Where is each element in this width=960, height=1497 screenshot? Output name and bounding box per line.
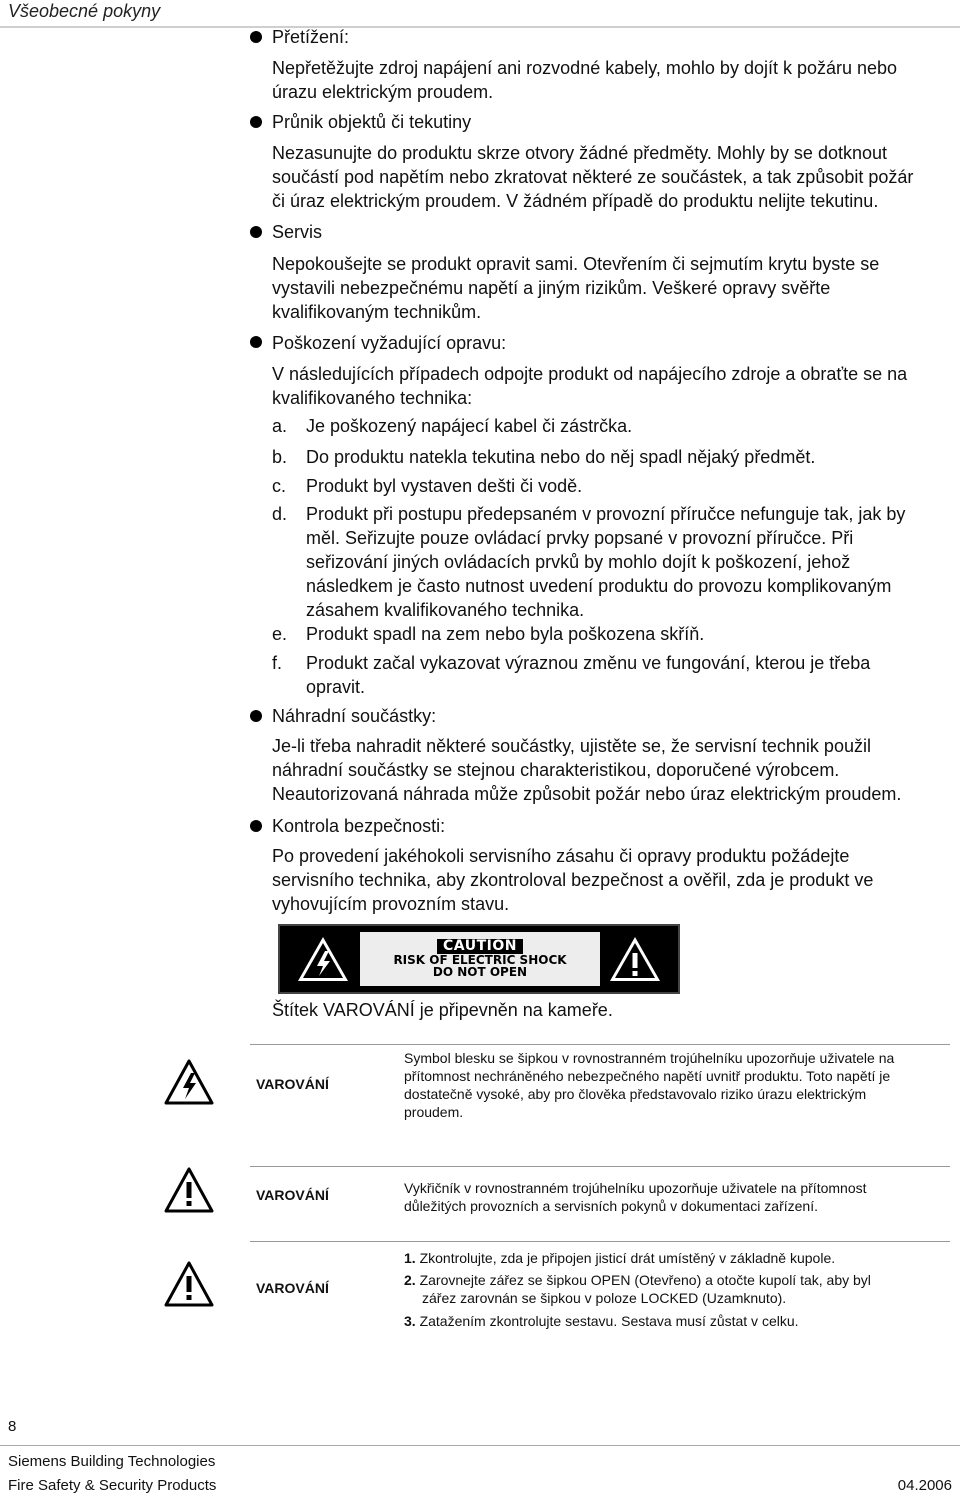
section-heading-overload: Přetížení: <box>272 27 350 47</box>
section-heading-service: Servis <box>272 222 323 242</box>
text-line: V následujících případech odpojte produkt od napájecího zdroje a obraťte se na <box>272 364 908 384</box>
section-heading-damage: Poškození vyžadující opravu: <box>272 333 507 353</box>
text-line: Zatažením zkontrolujte sestavu. Sestava musí zůstat v celku. <box>419 1313 799 1329</box>
section-heading-ingress: Průnik objektů či tekutiny <box>272 112 472 132</box>
section-heading-parts: Náhradní součástky: <box>272 706 437 726</box>
list-item-marker: a. <box>272 416 288 436</box>
text-line: Po provedení jakéhokoli servisního zásahu či opravy produktu požádejte <box>272 846 850 866</box>
warning-text <box>404 1179 944 1215</box>
step-number: 3. <box>404 1313 416 1329</box>
bullet-icon <box>250 820 262 832</box>
section-intro-damage <box>272 362 960 410</box>
list-item-marker: c. <box>272 476 287 496</box>
text-line: Zarovnejte zářez se šipkou OPEN (Otevřeno) a otočte kupolí tak, aby byl <box>419 1272 871 1288</box>
list-item-marker: d. <box>272 504 288 524</box>
warning-divider <box>250 1241 950 1242</box>
footer-divider <box>0 1445 960 1446</box>
text-line: Symbol blesku se šipkou v rovnostranném trojúhelníku upozorňuje uživatele na <box>404 1050 895 1066</box>
bullet-icon <box>250 31 262 43</box>
text-line: Vykřičník v rovnostranném trojúhelníku upozorňuje uživatele na přítomnost <box>404 1180 867 1196</box>
bullet-icon <box>250 226 262 238</box>
section-text-service <box>272 252 960 324</box>
text-line: zásahem kvalifikovaného technika. <box>306 600 585 620</box>
text-line: Nepřetěžujte zdroj napájení ani rozvodné kabely, mohlo by dojít k požáru nebo <box>272 58 898 78</box>
section-text-parts <box>272 734 960 806</box>
footer-division: Fire Safety & Security Products <box>8 1477 217 1494</box>
text-line: Do produktu natekla tekutina nebo do něj spadl nějaký předmět. <box>306 447 816 467</box>
caution-title: CAUTION <box>437 939 523 954</box>
text-line: proudem. <box>404 1104 464 1120</box>
text-line: kvalifikovaným technikům. <box>272 302 482 322</box>
section-heading-safety: Kontrola bezpečnosti: <box>272 816 446 836</box>
text-line: seřizování jiných ovládacích prvků by mohlo dojít k poškození, jehož <box>306 552 851 572</box>
text-line: vystavili nebezpečnému napětí a jiným rizikům. Veškeré opravy svěřte <box>272 278 831 298</box>
exclamation-warning-icon <box>163 1260 215 1308</box>
text-line: Je-li třeba nahradit některé součástky, ujistěte se, že servisní technik použil <box>272 736 871 756</box>
warning-divider <box>250 1044 950 1045</box>
text-line: Produkt při postupu předepsaném v provozní příručce nefunguje tak, jak by <box>306 504 906 524</box>
section-text-overload <box>272 56 960 104</box>
step-number: 2. <box>404 1272 416 1288</box>
text-line: součástí pod napětím nebo zkratovat některé ze součástek, a tak způsobit požár <box>272 167 914 187</box>
text-line: dostatečně vysoké, aby pro člověka představovalo riziko úrazu elektrickým <box>404 1086 867 1102</box>
warning-label: VAROVÁNÍ <box>256 1076 329 1092</box>
footer-company: Siemens Building Technologies <box>8 1453 216 1470</box>
text-line: Produkt spadl na zem nebo byla poškozena skříň. <box>306 624 705 644</box>
page-number: 8 <box>8 1418 17 1435</box>
text-line: Nezasunujte do produktu skrze otvory žádné předměty. Mohly by se dotknout <box>272 143 887 163</box>
warning-step <box>404 1249 944 1267</box>
lightning-warning-icon <box>296 935 350 983</box>
text-line: či úraz elektrickým proudem. V žádném případě do produktu nelijte tekutinu. <box>272 191 879 211</box>
list-item <box>306 445 956 469</box>
bullet-icon <box>250 116 262 128</box>
caution-line: DO NOT OPEN <box>432 965 528 980</box>
text-line: zářez zarovnán se šipkou v poloze LOCKED (Uzamknuto). <box>422 1290 787 1306</box>
exclamation-warning-icon <box>608 935 662 983</box>
text-line: opravit. <box>306 677 366 697</box>
text-line: úrazu elektrickým proudem. <box>272 82 494 102</box>
list-item <box>306 414 956 438</box>
warning-label: VAROVÁNÍ <box>256 1187 329 1203</box>
footer-date: 04.2006 <box>897 1477 952 1494</box>
text-line: vyhovujícím provozním stavu. <box>272 894 510 914</box>
text-line: Neautorizovaná náhrada může způsobit požár nebo úraz elektrickým proudem. <box>272 784 902 804</box>
section-text-ingress <box>272 141 960 213</box>
caution-label <box>278 924 680 994</box>
list-item-marker: b. <box>272 447 288 467</box>
list-item <box>306 502 956 622</box>
text-line: měl. Seřizujte pouze ovládací prvky popsané v provozní příručce. Při <box>306 528 854 548</box>
warning-step <box>404 1271 944 1307</box>
section-text-safety <box>272 844 960 916</box>
warning-step <box>404 1312 944 1330</box>
text-line: důležitých provozních a servisních pokynů v dokumentaci zařízení. <box>404 1198 818 1214</box>
warning-divider <box>250 1166 950 1167</box>
warning-label: VAROVÁNÍ <box>256 1280 329 1296</box>
list-item <box>306 651 956 699</box>
text-line: Nepokoušejte se produkt opravit sami. Otevřením či sejmutím krytu byste se <box>272 254 880 274</box>
text-line: Produkt začal vykazovat výraznou změnu ve fungování, kterou je třeba <box>306 653 871 673</box>
step-number: 1. <box>404 1250 416 1266</box>
list-item-marker: f. <box>272 653 283 673</box>
list-item <box>306 474 956 498</box>
text-line: přítomnost nechráněného nebezpečného napětí uvnitř produktu. Toto napětí je <box>404 1068 891 1084</box>
text-line: kvalifikovaného technika: <box>272 388 473 408</box>
text-line: následkem je často nutnost uvedení produktu do provozu komplikovaným <box>306 576 892 596</box>
lightning-warning-icon <box>163 1058 215 1106</box>
bullet-icon <box>250 336 262 348</box>
warning-text <box>404 1049 944 1121</box>
text-line: Zkontrolujte, zda je připojen jisticí drát umístěný v základně kupole. <box>419 1250 836 1266</box>
caution-caption: Štítek VAROVÁNÍ je připevněn na kameře. <box>272 1000 613 1020</box>
page-header-title: Všeobecné pokyny <box>8 1 161 21</box>
text-line: Je poškozený napájecí kabel či zástrčka. <box>306 416 633 436</box>
list-item <box>306 622 956 646</box>
bullet-icon <box>250 710 262 722</box>
header-divider <box>0 26 960 28</box>
text-line: náhradní součástky se stejnou charakteristikou, doporučené výrobcem. <box>272 760 840 780</box>
exclamation-warning-icon <box>163 1166 215 1214</box>
caution-line: RISK OF ELECTRIC SHOCK <box>393 952 567 967</box>
caution-text-panel <box>360 932 600 986</box>
list-item-marker: e. <box>272 624 288 644</box>
text-line: servisního technika, aby zkontroloval bezpečnost a ověřil, zda je produkt ve <box>272 870 874 890</box>
text-line: Produkt byl vystaven dešti či vodě. <box>306 476 583 496</box>
